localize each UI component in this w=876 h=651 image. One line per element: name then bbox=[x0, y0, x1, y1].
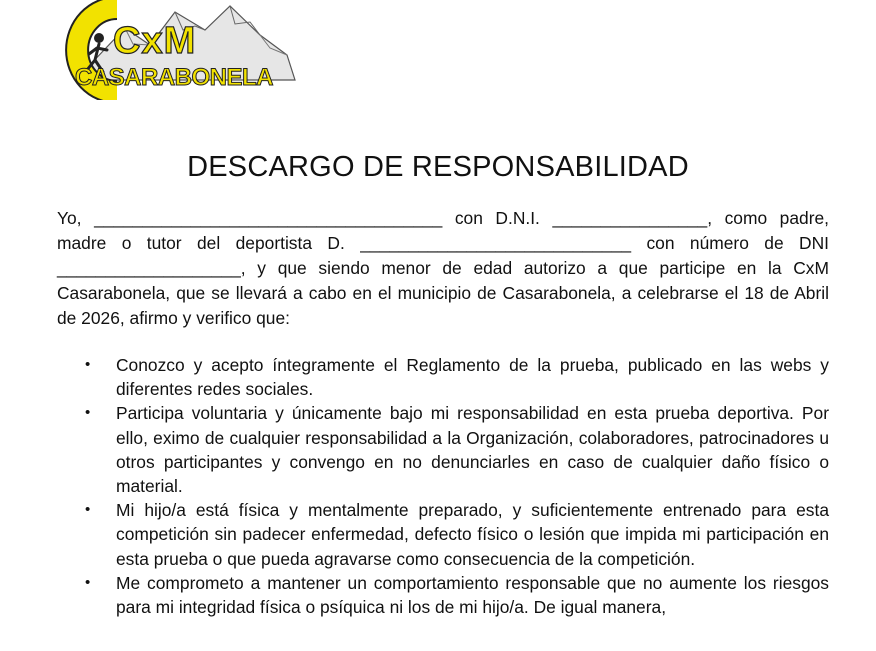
bullet-icon: • bbox=[85, 501, 91, 519]
list-item-text: Me comprometo a mantener un comportamiento responsable que no aumente los riesgos para mi integridad física o psíquica ni los de mi hijo/a. De igual manera, bbox=[116, 572, 829, 618]
declaration-list bbox=[57, 353, 829, 619]
list-item bbox=[57, 498, 829, 571]
list-item-text: Mi hijo/a está física y mentalmente preparado, y suficientemente entrenado para esta competición sin padecer enfermedad, defecto físico o lesión que impida mi participación en esta prueba o que pueda agravarse como consecuencia de la competición. bbox=[116, 500, 829, 569]
list-item-text: Participa voluntaria y únicamente bajo mi responsabilidad en esta prueba deportiva. Por ello, eximo de cualquier responsabilidad a la Organización, colaboradores, patrocinadores u otros participantes y convengo en no denunciarles en caso de cualquier daño físico o material. bbox=[116, 403, 829, 497]
logo-cxm-text: CxM bbox=[113, 20, 197, 62]
logo-town-text: CASARABONELA bbox=[75, 64, 273, 91]
list-item bbox=[57, 401, 829, 498]
bullet-icon: • bbox=[85, 404, 91, 422]
list-item bbox=[57, 571, 829, 619]
list-item-text: Conozco y acepto íntegramente el Reglamento de la prueba, publicado en las webs y diferentes redes sociales. bbox=[116, 355, 829, 400]
list-item bbox=[57, 353, 829, 401]
bullet-icon: • bbox=[85, 573, 91, 591]
document-title: DESCARGO DE RESPONSABILIDAD bbox=[187, 151, 689, 183]
event-logo bbox=[55, 0, 305, 100]
bullet-icon: • bbox=[85, 356, 91, 373]
intro-paragraph: Yo, ____________________________________ con D.N.I. ________________, como padre, madre o tutor del deportista D. ____________________________ con número de DNI ___________________, y que siendo menor de edad autorizo a que participe en la CxM Casarabonela, que se llevará a cabo en el municipio de Casarabonela, a celebrarse el 18 de Abril de 2026, afirmo y verifico que: bbox=[57, 208, 829, 328]
